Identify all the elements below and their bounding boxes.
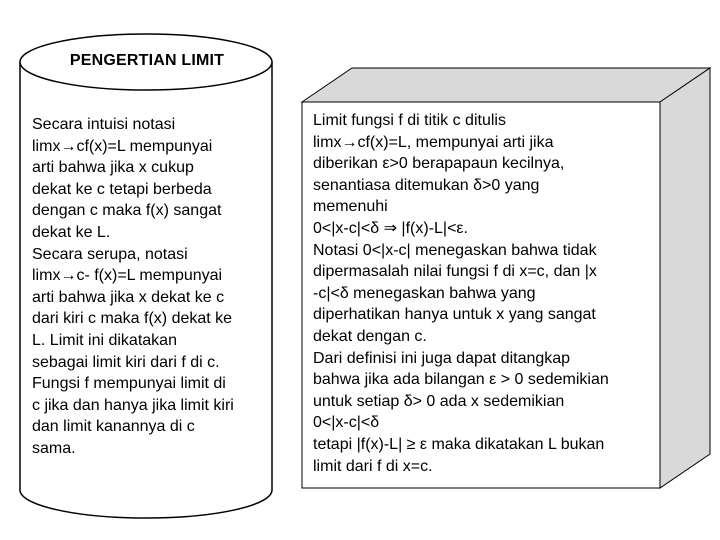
- box-text-line: 0<|x-c|<δ ⇒ |f(x)-L|<ε.: [313, 219, 468, 237]
- box-text-line: memenuhi: [313, 198, 388, 216]
- box-text-line: Dari definisi ini juga dapat ditangkap: [313, 349, 571, 367]
- box-text-line: 0<|x-c|<δ: [313, 414, 380, 432]
- box-text: [313, 110, 609, 477]
- cylinder-text-line: sebagai limit kiri dari f di c.: [32, 353, 220, 371]
- box-text-line: diperhatikan hanya untuk x yang sangat: [313, 306, 596, 324]
- cylinder-text-line: Secara serupa, notasi: [32, 245, 188, 263]
- box-text-line: limit dari f di x=c.: [313, 457, 433, 475]
- box-text-line: diberikan ε>0 berapapaun kecilnya,: [313, 155, 565, 173]
- box-text-line: limx→cf(x)=L, mempunyai arti jika: [313, 133, 554, 151]
- cylinder-text-line: limx→cf(x)=L mempunyai: [32, 137, 213, 155]
- box-text-line: senantiasa ditemukan δ>0 yang: [313, 176, 540, 194]
- box-text-line: untuk setiap δ> 0 ada x sedemikian: [313, 392, 565, 410]
- cylinder-text: [32, 114, 234, 460]
- cylinder-title: PENGERTIAN LIMIT: [69, 52, 225, 69]
- cylinder-text-line: Fungsi f mempunyai limit di: [32, 375, 226, 393]
- box-text-line: tetapi |f(x)-L| ≥ ε maka dikatakan L bukan: [313, 435, 605, 453]
- box-top-face: [302, 68, 710, 102]
- box-text-line: -c|<δ menegaskan bahwa yang: [313, 284, 536, 302]
- box-text-line: dekat dengan c.: [313, 327, 427, 345]
- cylinder-text-line: sama.: [32, 439, 76, 457]
- cylinder-text-line: L. Limit ini dikatakan: [32, 331, 177, 349]
- box-text-line: dipermasalah nilai fungsi f di x=c, dan |x: [313, 263, 597, 281]
- cylinder-text-line: arti bahwa jika x dekat ke c: [32, 288, 225, 306]
- cylinder-text-line: Secara intuisi notasi: [32, 116, 176, 133]
- cylinder-text-line: limx→c- f(x)=L mempunyai: [32, 267, 223, 285]
- box-side-face: [660, 68, 710, 488]
- cylinder-text-line: arti bahwa jika x cukup: [32, 159, 194, 177]
- cylinder-text-line: dari kiri c maka f(x) dekat ke: [32, 310, 233, 328]
- cylinder-text-line: dekat ke L.: [32, 223, 111, 241]
- box-text-line: Notasi 0<|x-c| menegaskan bahwa tidak: [313, 241, 597, 259]
- box-text-line: bahwa jika ada bilangan ε > 0 sedemikian: [313, 371, 609, 389]
- cylinder-text-line: dekat ke c tetapi berbeda: [32, 180, 212, 198]
- cylinder-text-line: dengan c maka f(x) sangat: [32, 202, 222, 220]
- cylinder-text-line: c jika dan hanya jika limit kiri: [32, 396, 234, 414]
- cylinder-text-line: dan limit kanannya di c: [32, 418, 195, 436]
- box-text-line: Limit fungsi f di titik c ditulis: [313, 112, 506, 129]
